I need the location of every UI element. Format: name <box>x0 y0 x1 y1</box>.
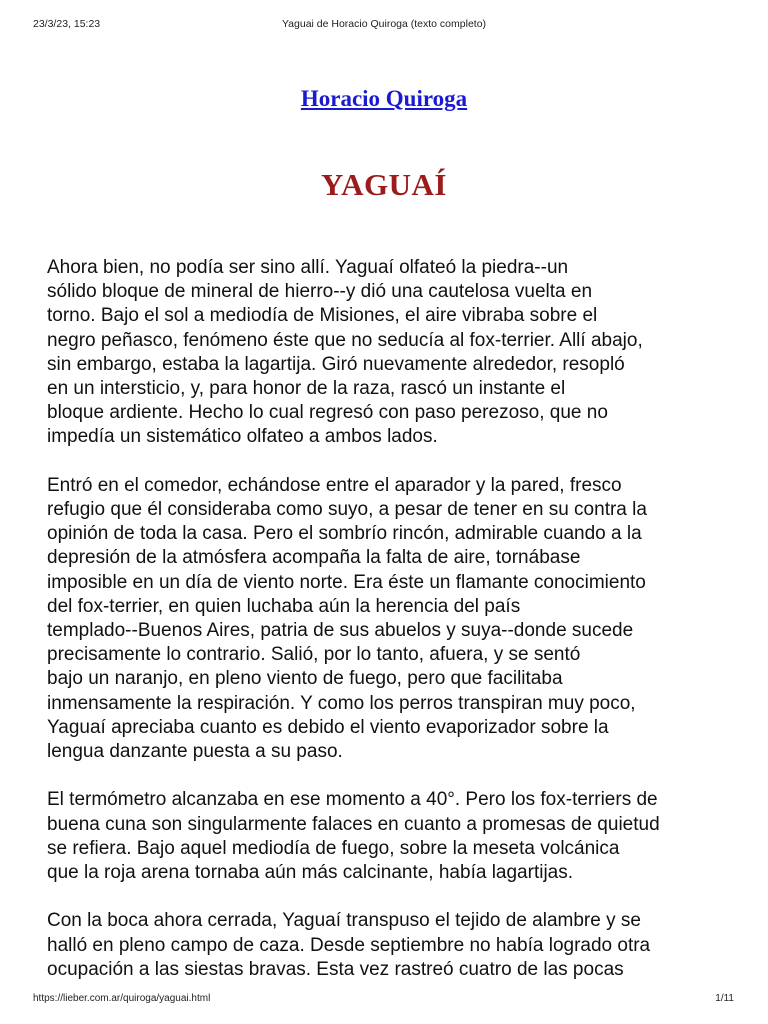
story-title: YAGUAÍ <box>321 167 447 202</box>
text-line: inmensamente la respiración. Y como los perros transpiran muy poco, <box>47 692 636 714</box>
text-line: imposible en un día de viento norte. Era éste un flamante conocimiento <box>47 571 646 593</box>
paragraph <box>47 474 737 764</box>
text-line: opinión de toda la casa. Pero el sombrío rincón, admirable cuando a la <box>47 523 642 545</box>
text-line: negro peñasco, fenómeno éste que no seducía al fox-terrier. Allí abajo, <box>47 329 643 351</box>
text-line: del fox-terrier, en quien luchaba aún la herencia del país <box>47 595 521 617</box>
paragraph <box>47 256 737 450</box>
text-line: que la roja arena tornaba aún más calcinante, había lagartijas. <box>47 862 574 884</box>
author-heading <box>0 86 768 112</box>
text-line: Con la boca ahora cerrada, Yaguaí transpuso el tejido de alambre y se <box>47 910 641 932</box>
text-line: Entró en el comedor, echándose entre el aparador y la pared, fresco <box>47 474 622 496</box>
text-line: en un intersticio, y, para honor de la raza, rascó un instante el <box>47 378 566 400</box>
text-line: Ahora bien, no podía ser sino allí. Yaguaí olfateó la piedra--un <box>47 257 569 278</box>
print-footer <box>0 993 768 1007</box>
text-line: halló en pleno campo de caza. Desde septiembre no había logrado otra <box>47 934 651 956</box>
print-datetime: 23/3/23, 15:23 <box>33 18 101 30</box>
text-line: torno. Bajo el sol a mediodía de Misiones, el aire vibraba sobre el <box>47 305 598 327</box>
text-line: buena cuna son singularmente falaces en cuanto a promesas de quietud <box>47 813 660 835</box>
text-line: sólido bloque de mineral de hierro--y dió una cautelosa vuelta en <box>47 281 593 303</box>
story-body <box>47 256 737 1006</box>
paragraph <box>47 788 737 885</box>
author-link[interactable]: Horacio Quiroga <box>300 86 468 111</box>
text-line: bajo un naranjo, en pleno viento de fuego, pero que facilitaba <box>47 668 563 690</box>
text-line: templado--Buenos Aires, patria de sus abuelos y suya--donde sucede <box>47 620 634 642</box>
paragraph <box>47 909 737 982</box>
page-number: 1/11 <box>715 993 734 1004</box>
print-url: https://lieber.com.ar/quiroga/yaguai.html <box>33 993 211 1004</box>
text-line: refugio que él consideraba como suyo, a pesar de tener en su contra la <box>47 499 647 521</box>
text-line: se refiera. Bajo aquel mediodía de fuego, sobre la meseta volcánica <box>47 837 620 859</box>
text-line: lengua danzante puesta a su paso. <box>47 741 343 763</box>
text-line: depresión de la atmósfera acompaña la falta de aire, tornábase <box>47 547 581 569</box>
text-line: impedía un sistemático olfateo a ambos lados. <box>47 426 438 448</box>
text-line: sin embargo, estaba la lagartija. Giró nuevamente alrededor, resopló <box>47 353 625 375</box>
text-line: El termómetro alcanzaba en ese momento a 40°. Pero los fox-terriers de <box>47 789 658 811</box>
print-document-title: Yaguai de Horacio Quiroga (texto completo) <box>281 18 487 30</box>
print-header <box>0 18 768 32</box>
text-line: precisamente lo contrario. Salió, por lo tanto, afuera, y se sentó <box>47 644 581 666</box>
text-line: ocupación a las siestas bravas. Esta vez rastreó cuatro de las pocas <box>47 958 624 980</box>
text-line: bloque ardiente. Hecho lo cual regresó con paso perezoso, que no <box>47 402 608 424</box>
text-line: Yaguaí apreciaba cuanto es debido el viento evaporizador sobre la <box>47 716 609 738</box>
